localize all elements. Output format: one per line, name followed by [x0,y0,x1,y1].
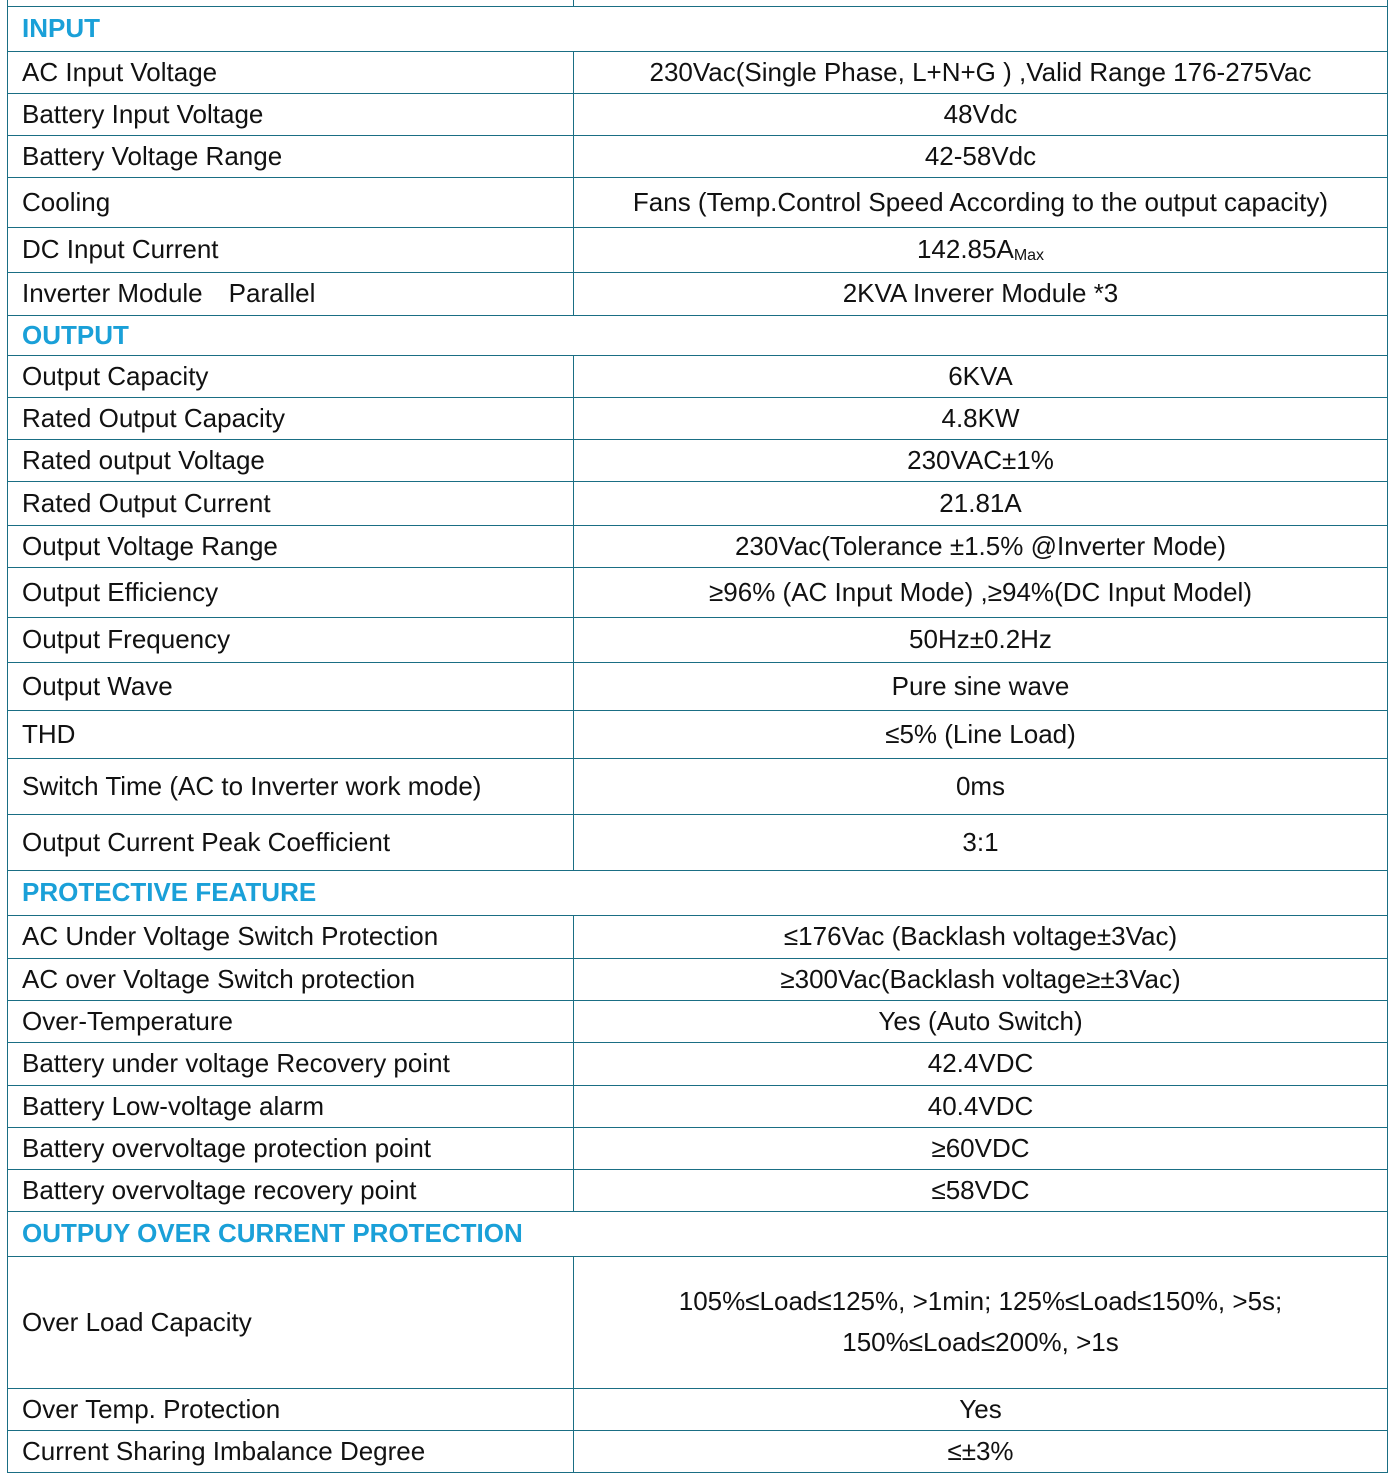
row-label: Rated Output Capacity [8,397,574,439]
row-value: 0ms [574,758,1388,814]
table-row [8,272,1388,315]
section-row-output [8,315,1388,355]
row-label: Cooling [8,177,574,227]
row-label: Battery overvoltage recovery point [8,1169,574,1211]
row-label: THD [8,710,574,758]
table-row [8,1127,1388,1169]
section-row-protective [8,870,1388,915]
table-row [8,481,1388,525]
row-value: ≤176Vac (Backlash voltage±3Vac) [574,915,1388,958]
table-row [8,525,1388,567]
row-label-cell [8,272,574,315]
table-row [8,758,1388,814]
row-label: Output Voltage Range [8,525,574,567]
row-value: 105%≤Load≤125%, >1min; 125%≤Load≤150%, >5s; [678,1286,1283,1316]
row-value: Yes [574,1388,1388,1430]
row-label: Output Wave [8,662,574,710]
row-value: 230VAC±1% [574,439,1388,481]
section-title: PROTECTIVE FEATURE [8,870,1388,915]
row-value: 40.4VDC [574,1085,1388,1127]
row-value: ≥300Vac(Backlash voltage≥±3Vac) [574,958,1388,1000]
row-value-cell [574,227,1388,272]
row-label: Switch Time (AC to Inverter work mode) [8,758,574,814]
row-value: ≥60VDC [574,1127,1388,1169]
section-title: INPUT [8,6,1388,51]
row-label: Output Efficiency [8,567,574,617]
row-label: DC Input Current [8,227,574,272]
section-title: OUTPUT [8,315,1388,355]
row-value-line2: 150%≤Load≤200%, >1s [842,1327,1119,1357]
row-label: Over Temp. Protection [8,1388,574,1430]
row-value: 2KVA Inverer Module *3 [574,272,1388,315]
table-row [8,710,1388,758]
table-row [8,662,1388,710]
spec-table [7,0,1388,1473]
row-label: AC Input Voltage [8,51,574,93]
row-label: Rated Output Current [8,481,574,525]
table-row [8,355,1388,397]
table-row [8,1000,1388,1042]
table-row [8,814,1388,870]
row-label: Output Capacity [8,355,574,397]
row-value: Yes (Auto Switch) [574,1000,1388,1042]
row-value: Pure sine wave [574,662,1388,710]
table-row [8,915,1388,958]
table-row [8,1042,1388,1085]
row-value: 6KVA [574,355,1388,397]
table-row [8,1430,1388,1472]
table-row [8,397,1388,439]
table-row [8,93,1388,135]
table-row [8,1085,1388,1127]
table-row [8,177,1388,227]
row-label: Battery overvoltage protection point [8,1127,574,1169]
section-row-input [8,6,1388,51]
row-value: 230Vac(Tolerance ±1.5% @Inverter Mode) [574,525,1388,567]
row-label-extra: Parallel [228,278,316,308]
table-row [8,227,1388,272]
row-value-cell [574,1256,1388,1388]
row-value: 4.8KW [574,397,1388,439]
row-label: Current Sharing Imbalance Degree [8,1430,574,1472]
table-row [8,51,1388,93]
row-label: Output Frequency [8,617,574,662]
row-value: 42-58Vdc [574,135,1388,177]
row-value: ≤5% (Line Load) [574,710,1388,758]
row-label: Output Current Peak Coefficient [8,814,574,870]
row-label: AC over Voltage Switch protection [8,958,574,1000]
section-title: OUTPUY OVER CURRENT PROTECTION [8,1211,1388,1256]
row-label: Over-Temperature [8,1000,574,1042]
row-label: AC Under Voltage Switch Protection [8,915,574,958]
table-row [8,617,1388,662]
table-row [8,1388,1388,1430]
table-row [8,1256,1388,1388]
section-row-overcurrent [8,1211,1388,1256]
row-label: Over Load Capacity [8,1256,574,1388]
row-value: 50Hz±0.2Hz [574,617,1388,662]
row-value: ≥96% (AC Input Mode) ,≥94%(DC Input Model) [574,567,1388,617]
row-value: 21.81A [574,481,1388,525]
table-row [8,1169,1388,1211]
row-value: 230Vac(Single Phase, L+N+G ) ,Valid Range 176-275Vac [574,51,1388,93]
table-row [8,439,1388,481]
row-value: 3:1 [574,814,1388,870]
row-value: ≤±3% [574,1430,1388,1472]
row-label: Battery Voltage Range [8,135,574,177]
row-value: ≤58VDC [574,1169,1388,1211]
row-label: Battery Input Voltage [8,93,574,135]
row-label: Battery under voltage Recovery point [8,1042,574,1085]
table-row [8,958,1388,1000]
row-value: 48Vdc [574,93,1388,135]
row-label: Inverter Module [22,278,203,308]
value-unit-suffix: Max [1013,247,1045,264]
row-label: Rated output Voltage [8,439,574,481]
table-row [8,567,1388,617]
row-value: 142.85A [916,234,1014,264]
row-value: Fans (Temp.Control Speed According to the output capacity) [574,177,1388,227]
row-label: Battery Low-voltage alarm [8,1085,574,1127]
row-value: 42.4VDC [574,1042,1388,1085]
table-row [8,135,1388,177]
